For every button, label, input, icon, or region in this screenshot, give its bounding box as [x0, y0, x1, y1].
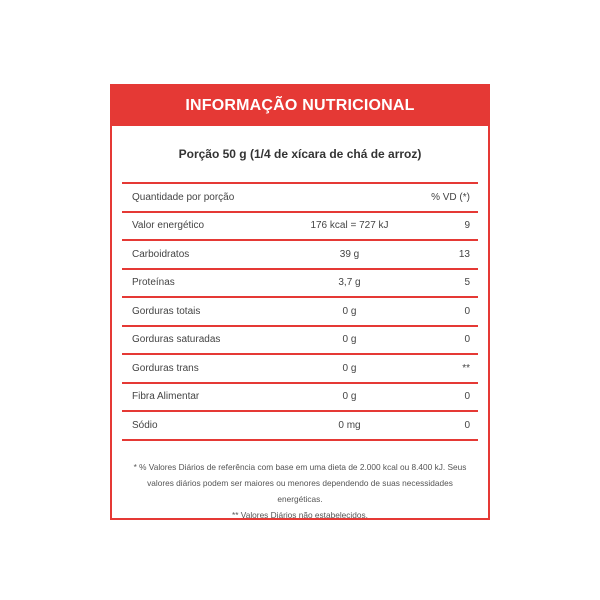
nutrient-amount: 0 g [342, 362, 357, 374]
nutrient-label: Valor energético [132, 220, 205, 232]
nutrient-amount: 0 mg [338, 419, 361, 431]
table-row [122, 270, 478, 299]
column-header-daily-value: % VD (*) [431, 191, 470, 203]
footnotes [126, 459, 474, 523]
footnote-not-established: ** Valores Diários não estabelecidos. [232, 509, 368, 520]
nutrient-amount: 176 kcal = 727 kJ [310, 220, 389, 232]
nutrient-daily-value: 9 [464, 220, 470, 232]
nutrition-table [122, 182, 478, 441]
nutrient-label: Gorduras totais [132, 305, 201, 317]
panel-header [112, 86, 488, 126]
nutrient-label: Proteínas [132, 277, 175, 289]
table-row [122, 241, 478, 270]
table-row [122, 327, 478, 356]
table-row [122, 213, 478, 242]
table-row [122, 412, 478, 441]
nutrient-daily-value: 0 [464, 305, 470, 317]
nutrient-label: Gorduras saturadas [132, 334, 221, 346]
table-row [122, 384, 478, 413]
nutrient-amount: 0 g [342, 391, 357, 403]
portion-size: Porção 50 g (1/4 de xícara de chá de arroz) [178, 147, 422, 161]
nutrient-daily-value: 0 [464, 391, 470, 403]
nutrient-daily-value: 0 [464, 419, 470, 431]
table-row [122, 355, 478, 384]
nutrient-amount: 0 g [342, 334, 357, 346]
nutrient-label: Carboidratos [132, 248, 190, 260]
nutrient-daily-value: 13 [458, 248, 470, 260]
nutrient-daily-value: 0 [464, 334, 470, 346]
table-row [122, 298, 478, 327]
nutrient-amount: 39 g [339, 248, 360, 260]
column-header-quantity: Quantidade por porção [132, 191, 235, 203]
nutrient-label: Gorduras trans [132, 362, 199, 374]
panel-title: INFORMAÇÃO NUTRICIONAL [185, 97, 415, 114]
nutrient-amount: 3,7 g [338, 277, 361, 289]
nutrient-label: Sódio [132, 419, 158, 431]
footnote-daily-values: * % Valores Diários de referência com base em uma dieta de 2.000 kcal ou 8.400 kJ. Seus valores diários podem ser maiores ou menores dependendo de suas necessidades energéticas. [133, 461, 467, 504]
table-header-row [122, 184, 478, 213]
nutrient-label: Fibra Alimentar [132, 391, 200, 403]
nutrient-daily-value: ** [462, 362, 470, 374]
nutrient-amount: 0 g [342, 305, 357, 317]
nutrient-daily-value: 5 [464, 277, 470, 289]
nutrition-facts-panel [110, 84, 490, 520]
